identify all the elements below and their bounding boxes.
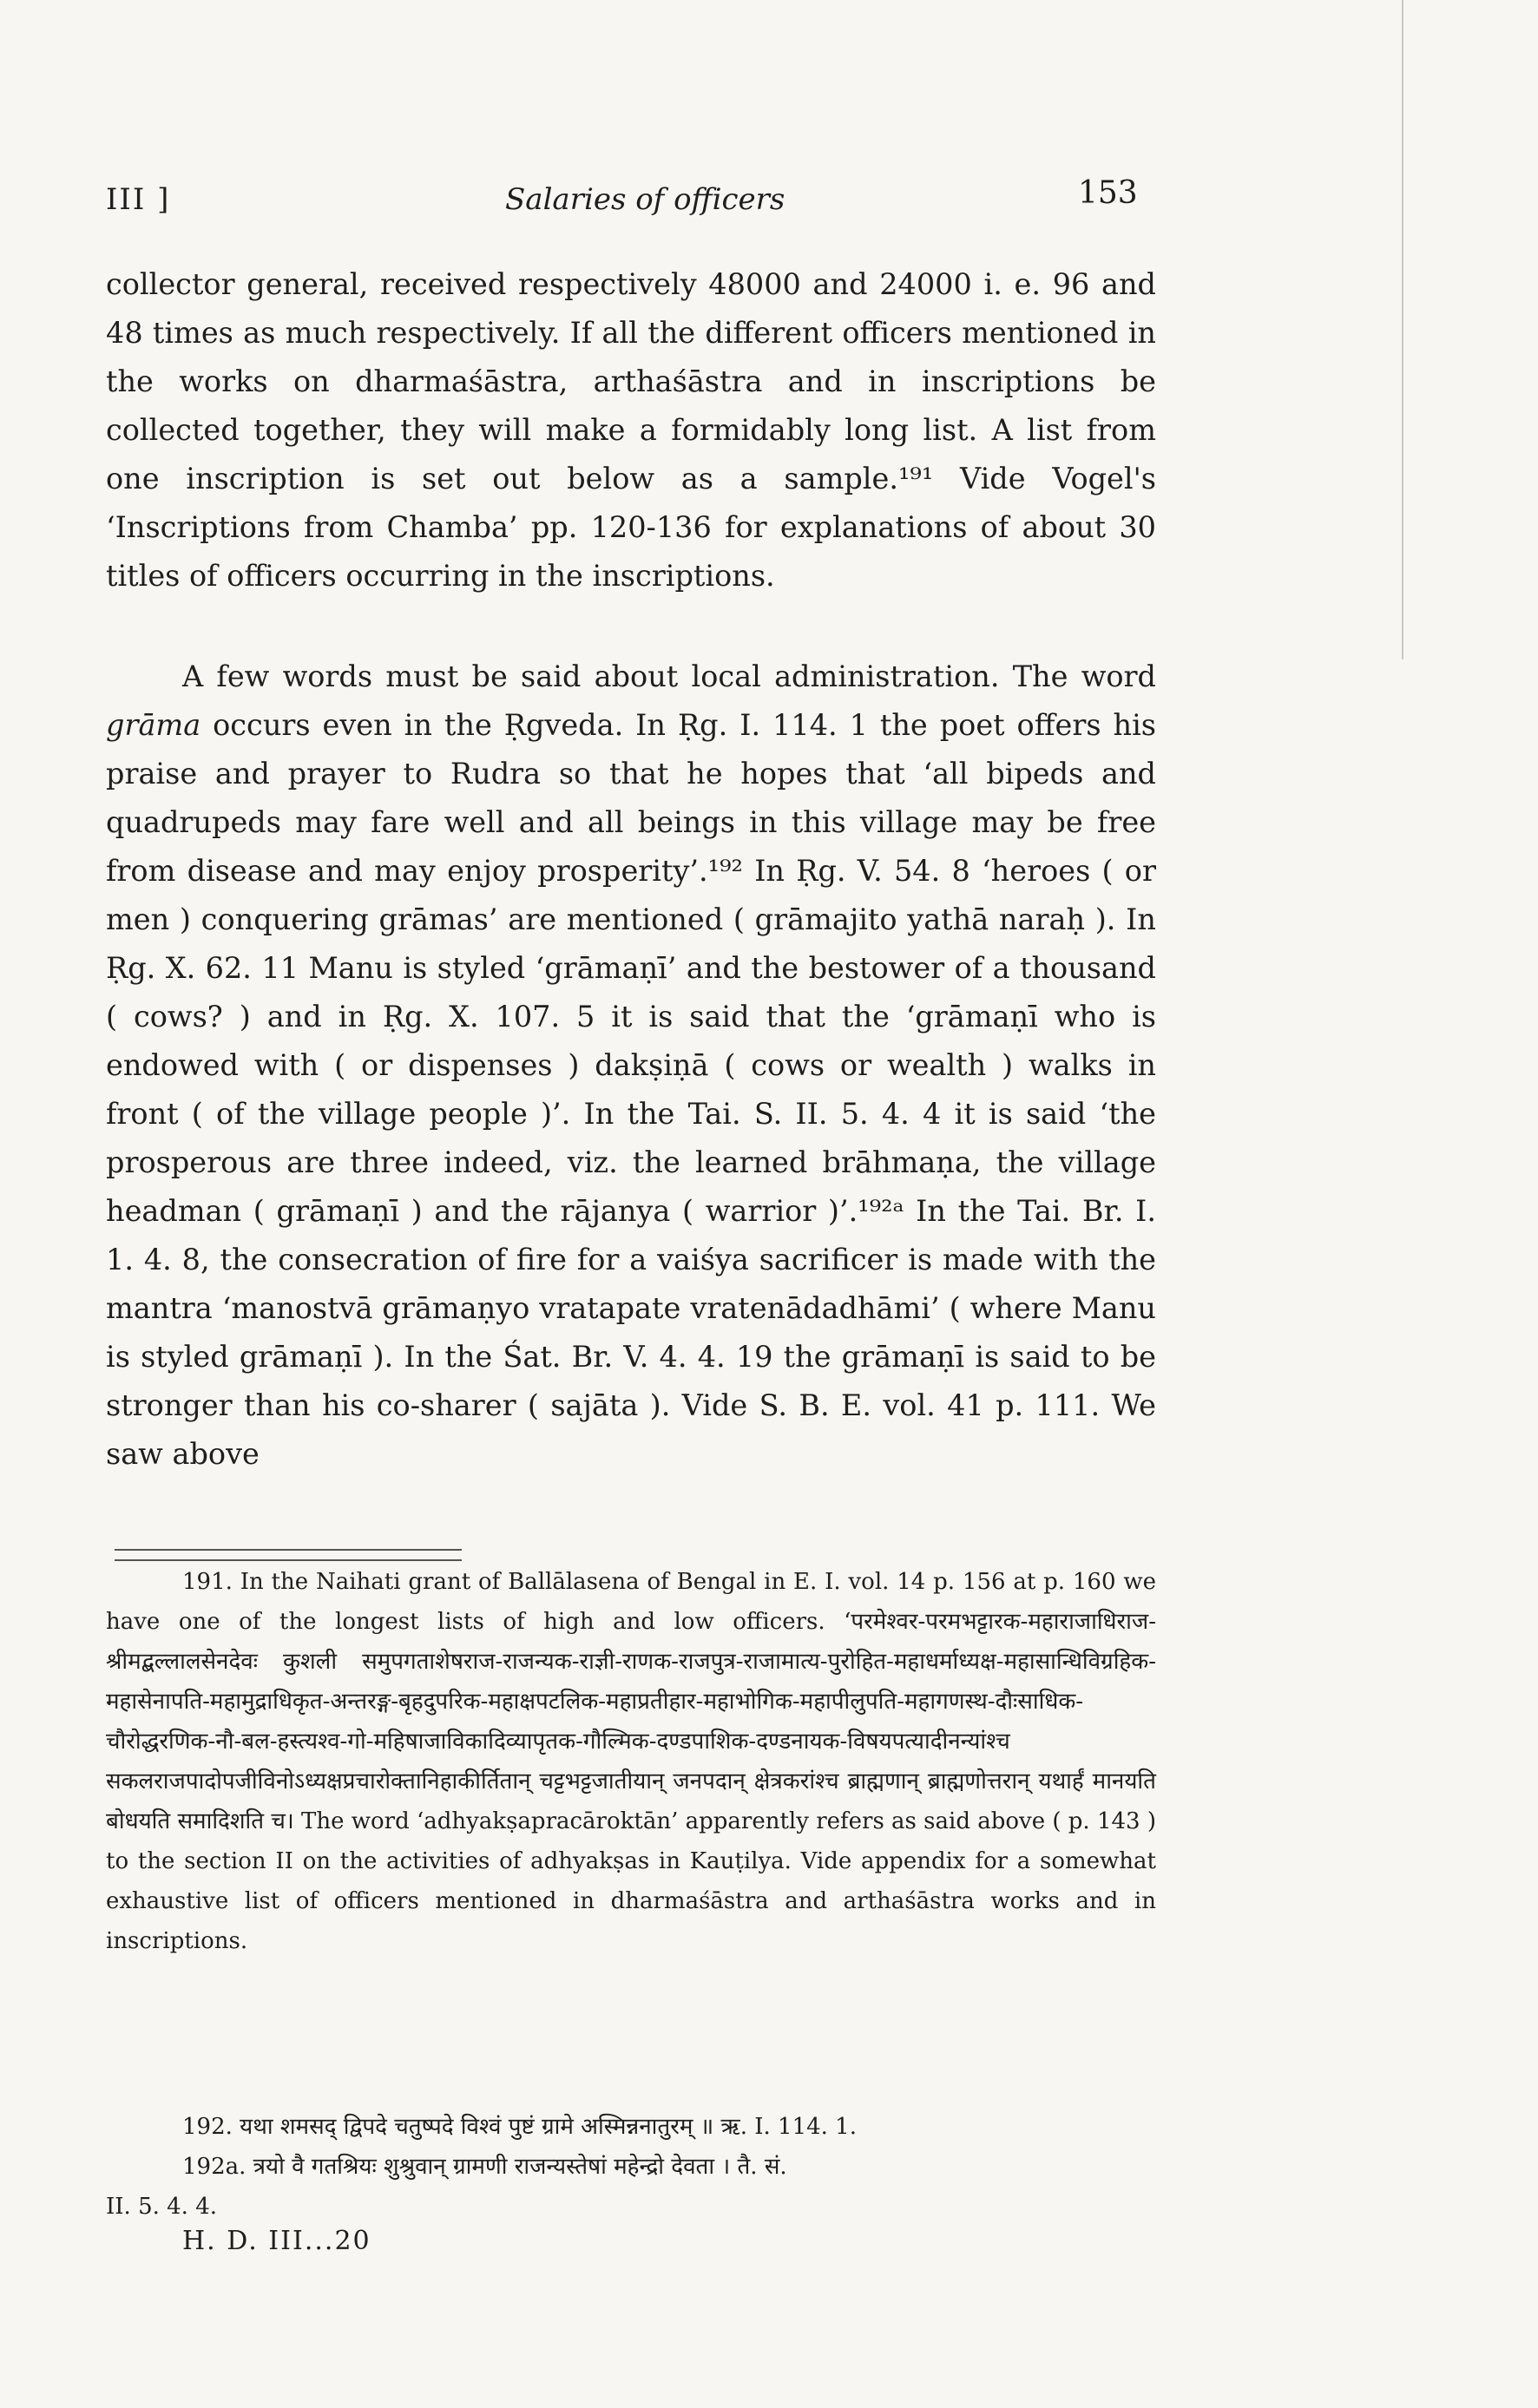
footnote-192 bbox=[106, 2107, 1156, 2227]
footnote-192a-text: 192a. त्रयो वै गतश्रियः शुश्रुवान् ग्रामणी राजन्यस्तेषां महेन्द्रो देवता । तै. सं. bbox=[182, 2154, 787, 2180]
paragraph-2-text-b: occurs even in the Ṛgveda. In Ṛg. I. 114. 1 the poet offers his praise and prayer to Rudra so that he hopes that ‘all bipeds and quadrupeds may fare well and all beings in this village may be free from disease and may enjoy prosperity’.¹⁹² In Ṛg. V. 54. 8 ‘heroes ( or men ) conquering grāmas’ are mentioned ( grāmajito yathā naraḥ ). In Ṛg. X. 62. 11 Manu is styled ‘grāmaṇī’ and the bestower of a thousand ( cows? ) and in Ṛg. X. 107. 5 it is said that the ‘grāmaṇī who is endowed with ( or dispenses ) dakṣiṇā ( cows or wealth ) walks in front ( of the village people )’. In the Tai. S. II. 5. 4. 4 it is said ‘the prosperous are three indeed, viz. the learned brāhmaṇa, the village headman ( grāmaṇī ) and the rājanya ( warrior )’.¹⁹²ᵃ In the Tai. Br. I. 1. 4. 8, the consecration of fire for a vaiśya sacrificer is made with the mantra ‘manostvā grāmaṇyo vratapate vratenādadhāmi’ ( where Manu is styled grāmaṇī ). In the Śat. Br. V. 4. 4. 19 the grāmaṇī is said to be stronger than his co-sharer ( sajāta ). Vide S. B. E. vol. 41 p. 111. We saw above bbox=[106, 708, 1156, 1471]
footnote-192-text: 192. यथा शमसद् द्विपदे चतुष्पदे विश्वं पुष्टं ग्रामे अस्मिन्ननातुरम् ॥ ऋ. I. 114. 1. bbox=[182, 2114, 857, 2140]
page-number: 153 bbox=[1078, 175, 1138, 211]
margin-rule bbox=[1402, 0, 1403, 659]
footnote-191 bbox=[106, 1562, 1156, 1961]
running-title: Salaries of officers bbox=[505, 182, 785, 217]
main-text bbox=[106, 260, 1156, 1479]
footnote-192a-ref: II. 5. 4. 4. bbox=[106, 2194, 218, 2220]
paragraph-1: collector general, received respectively 48000 and 24000 i. e. 96 and 48 times as much respectively. If all the different officers mentioned in the works on dharmaśāstra, arthaśāstra and in inscriptions be collected together, they will make a formidably long list. A list from one inscription is set out below as a sample.¹⁹¹ Vide Vogel's ‘Inscriptions from Chamba’ pp. 120-136 for explanations of about 30 titles of officers occurring in the inscriptions. bbox=[106, 267, 1156, 593]
section-number: III ] bbox=[106, 182, 171, 217]
footnote-191-text: 191. In the Naihati grant of Ballālasena of Bengal in E. I. vol. 14 p. 156 at p. 160 we have one of the longest lists of high and low officers. ‘परमेश्वर-परमभट्टारक-महाराजाधिराज-श्रीमद्बल्लालसेनदेवः कुशली समुपगताशेषराज-राजन्यक-राज्ञी-राणक-राजपुत्र-राजामात्य-पुरोहित-महाधर्माध्यक्ष-महासान्धिविग्रहिक-महासेनापति-महामुद्राधिकृत-अन्तरङ्ग-बृहदुपरिक-महाक्षपटलिक-महाप्रतीहार-महाभोगिक-महापीलुपति-महागणस्थ-दौःसाधिक-चौरोद्धरणिक-नौ-बल-हस्त्यश्व-गो-महिषाजाविकादिव्यापृतक-गौल्मिक-दण्डपाशिक-दण्डनायक-विषयपत्यादीनन्यांश्च सकलराजपादोपजीविनोऽध्यक्षप्रचारोक्तानिहाकीर्तितान् चट्टभट्टजातीयान् जनपदान् क्षेत्रकरांश्च ब्राह्मणान् ब्राह्मणोत्तरान् यथार्हं मानयति बोधयति समादिशति च। The word ‘adhyakṣapracāroktān’ apparently refers as said above ( p. 143 ) to the section II on the activities of adhyakṣas in Kauṭilya. Vide appendix for a somewhat exhaustive list of officers mentioned in dharmaśāstra and arthaśāstra works and in inscriptions. bbox=[106, 1569, 1156, 1954]
running-header bbox=[106, 174, 1147, 226]
paragraph-2-text-a: A few words must be said about local administration. The word bbox=[182, 659, 1156, 693]
signature-mark: H. D. III...20 bbox=[182, 2226, 371, 2256]
term-grama: grāma bbox=[106, 708, 201, 742]
footnote-separator bbox=[115, 1549, 462, 1561]
paragraph-2 bbox=[106, 653, 1156, 1479]
